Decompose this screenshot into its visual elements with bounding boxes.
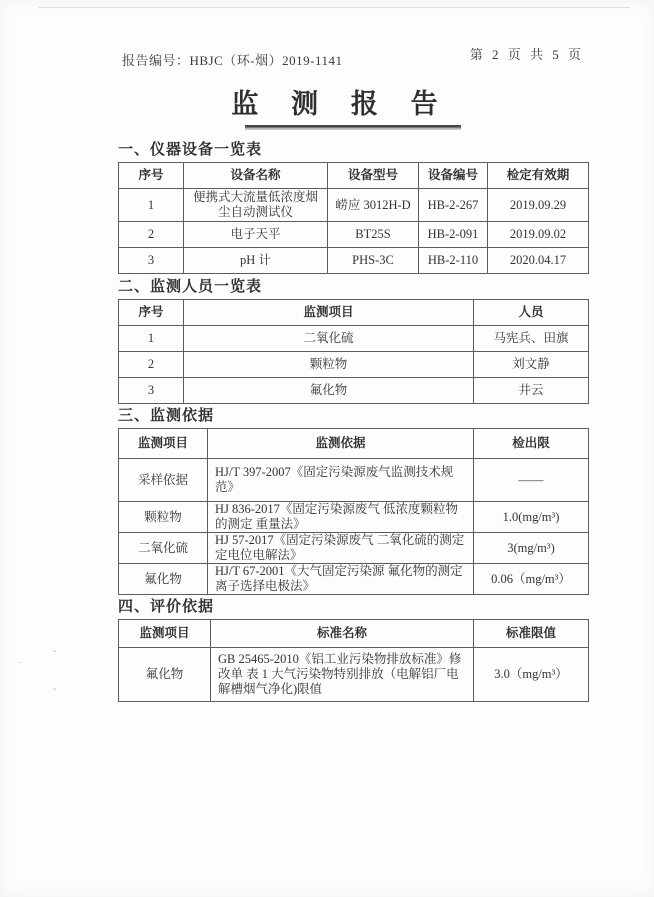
table-cell: 马宪兵、田旗 (474, 326, 589, 352)
scan-speck (53, 688, 56, 691)
table-row (119, 378, 589, 404)
table-header-row (119, 620, 589, 648)
column-header: 检出限 (474, 429, 589, 459)
column-header: 监测依据 (208, 429, 474, 459)
table-cell: 刘文静 (474, 352, 589, 378)
section-1-heading: 一、仪器设备一览表 (118, 142, 263, 158)
table-cell: 1 (119, 189, 184, 222)
table-cell: 2019.09.29 (488, 189, 589, 222)
table-cell: 3.0（mg/m³） (474, 648, 589, 702)
table-cell: 3(mg/m³) (474, 533, 589, 564)
table-cell: 氟化物 (184, 378, 474, 404)
table-cell: 井云 (474, 378, 589, 404)
column-header: 标准限值 (474, 620, 589, 648)
table-cell: 3 (119, 248, 184, 274)
table-cell: 氟化物 (119, 648, 211, 702)
column-header: 监测项目 (119, 429, 208, 459)
equipment-table (118, 162, 589, 274)
page-header (0, 0, 654, 69)
table-cell: —— (474, 459, 589, 502)
table-cell: HB-2-110 (419, 248, 488, 274)
column-header: 设备型号 (328, 163, 419, 189)
table-row (119, 326, 589, 352)
section-3-heading: 三、监测依据 (118, 408, 215, 424)
column-header: 序号 (119, 300, 184, 326)
column-header: 标准名称 (211, 620, 474, 648)
table-header-row (119, 300, 589, 326)
table-cell: HJ 57-2017《固定污染源废气 二氧化硫的测定 定电位电解法》 (208, 533, 474, 564)
table-cell: 2 (119, 352, 184, 378)
page-title: 监 测 报 告 (231, 89, 451, 119)
table-cell: 1.0(mg/m³) (474, 502, 589, 533)
table-row (119, 564, 589, 595)
table-cell: 氟化物 (119, 564, 208, 595)
column-header: 监测项目 (184, 300, 474, 326)
title-underline (245, 125, 461, 130)
column-header: 序号 (119, 163, 184, 189)
title-line (0, 82, 654, 121)
table-cell: HJ 836-2017《固定污染源废气 低浓度颗粒物的测定 重量法》 (208, 502, 474, 533)
table-cell: HJ/T 397-2007《固定污染源废气监测技术规范》 (208, 459, 474, 502)
table-row (119, 222, 589, 248)
table-cell: pH 计 (184, 248, 328, 274)
table-row (119, 459, 589, 502)
table-cell: BT25S (328, 222, 419, 248)
section-4-heading: 四、评价依据 (118, 599, 215, 615)
table-cell: PHS-3C (328, 248, 419, 274)
table-cell: 二氧化硫 (184, 326, 474, 352)
section-2-heading: 二、监测人员一览表 (118, 279, 263, 295)
scan-speck (18, 662, 22, 663)
table-row (119, 248, 589, 274)
table-cell: 电子天平 (184, 222, 328, 248)
report-number: 报告编号：HBJC（环-烟）2019-1141 (122, 53, 343, 68)
table-row (119, 533, 589, 564)
table-cell: 采样依据 (119, 459, 208, 502)
column-header: 人员 (474, 300, 589, 326)
table-row (119, 352, 589, 378)
table-row (119, 502, 589, 533)
table-cell: 3 (119, 378, 184, 404)
table-header-row (119, 163, 589, 189)
table-cell: 2 (119, 222, 184, 248)
table-cell: 颗粒物 (184, 352, 474, 378)
column-header: 检定有效期 (488, 163, 589, 189)
table-cell: 二氧化硫 (119, 533, 208, 564)
monitoring-basis-table (118, 428, 589, 595)
table-header-row (119, 429, 589, 459)
table-cell: 便携式大流量低浓度烟尘自动测试仪 (184, 189, 328, 222)
table-cell: HJ/T 67-2001《大气固定污染源 氟化物的测定 离子选择电极法》 (208, 564, 474, 595)
page-indicator: 第 2 页 共 5 页 (469, 47, 584, 62)
evaluation-basis-table (118, 619, 589, 702)
table-row (119, 648, 589, 702)
column-header: 监测项目 (119, 620, 211, 648)
scan-edge-artifact (38, 7, 630, 8)
personnel-table (118, 299, 589, 404)
table-cell: 0.06（mg/m³） (474, 564, 589, 595)
table-cell: 1 (119, 326, 184, 352)
table-cell: HB-2-267 (419, 189, 488, 222)
table-cell: 2020.04.17 (488, 248, 589, 274)
table-row (119, 189, 589, 222)
table-cell: HB-2-091 (419, 222, 488, 248)
table-cell: GB 25465-2010《铝工业污染物排放标准》修改单 表 1 大气污染物特别排放（电解铝厂电解槽烟气净化)限值 (211, 648, 474, 702)
column-header: 设备编号 (419, 163, 488, 189)
table-cell: 2019.09.02 (488, 222, 589, 248)
table-cell: 颗粒物 (119, 502, 208, 533)
column-header: 设备名称 (184, 163, 328, 189)
table-cell: 崂应 3012H-D (328, 189, 419, 222)
scan-speck (53, 650, 57, 653)
